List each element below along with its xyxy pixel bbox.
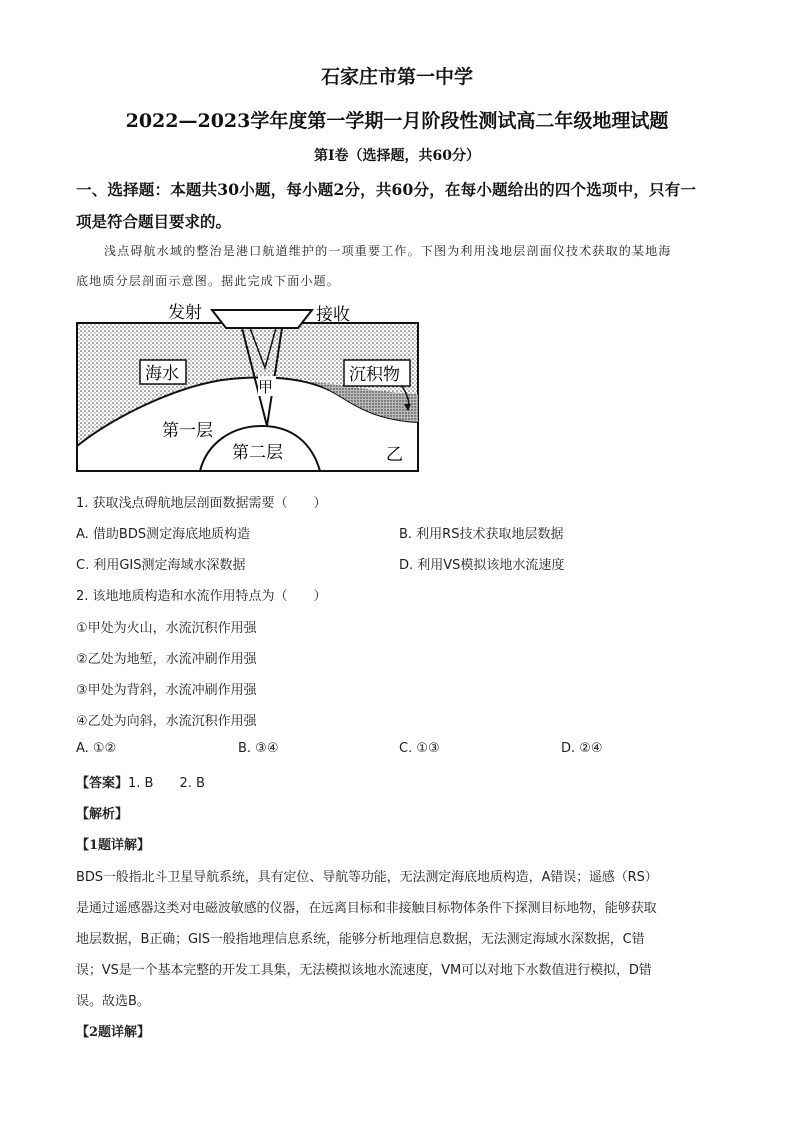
figure-label-sea: 海水 — [145, 364, 179, 384]
figure-label-receive: 接收 — [316, 305, 350, 325]
figure-label-yi: 乙 — [386, 445, 403, 465]
q1-detail-line5: 误。故选B。 — [76, 994, 150, 1009]
school-name: 石家庄市第一中学 — [320, 66, 473, 88]
q2-statement-3: ③甲处为背斜，水流冲刷作用强 — [76, 683, 257, 698]
q1-option-d: D. 利用VS模拟该地水流速度 — [399, 558, 565, 573]
answer-text: 1. B 2. B — [128, 776, 205, 791]
q2-option-a: A. ①② — [76, 741, 117, 756]
section-instruction-line2: 项是符合题目要求的。 — [76, 212, 232, 231]
volume-heading: 第Ⅰ卷（选择题，共60分） — [313, 148, 481, 164]
q1-detail-line4: 误；VS是一个基本完整的开发工具集，无法模拟该地水流速度，VM可以对地下水数值进行模拟，D错 — [76, 963, 652, 978]
analysis-label: 【解析】 — [76, 807, 129, 822]
q2-option-c: C. ①③ — [399, 741, 440, 756]
q1-detail-line1: BDS一般指北斗卫星导航系统，具有定位、导航等功能，无法测定海底地质构造，A错误；遥感（RS） — [76, 870, 658, 885]
figure-label-sediment: 沉积物 — [349, 365, 400, 385]
answer-label: 【答案】 — [76, 776, 129, 791]
q1-detail-line3: 地层数据，B正确；GIS一般指地理信息系统，能够分析地理信息数据，无法测定海域水深数据，C错 — [76, 932, 645, 947]
q1-detail-label: 【1题详解】 — [76, 838, 151, 853]
section-instruction-line1: 一、选择题：本题共30小题，每小题2分，共60分，在每小题给出的四个选项中，只有一 — [76, 180, 697, 199]
q2-statement-1: ①甲处为火山，水流沉积作用强 — [76, 621, 257, 636]
figure-label-layer2: 第二层 — [232, 443, 283, 463]
q1-option-c: C. 利用GIS测定海域水深数据 — [76, 558, 246, 573]
q1-option-b: B. 利用RS技术获取地层数据 — [399, 527, 564, 542]
figure-label-layer1: 第一层 — [162, 421, 213, 441]
answer-line — [76, 772, 205, 791]
sonar-device — [212, 310, 312, 328]
q2-option-b: B. ③④ — [238, 741, 279, 756]
exam-title: 2022—2023学年度第一学期一月阶段性测试高二年级地理试题 — [125, 110, 669, 132]
figure-label-jia: 甲 — [258, 378, 274, 396]
intro-line2: 底地质分层剖面示意图。据此完成下面小题。 — [76, 274, 341, 288]
figure-label-emit: 发射 — [168, 303, 202, 323]
q1-stem: 1. 获取浅点碍航地层剖面数据需要（ ） — [76, 496, 327, 511]
q2-option-d: D. ②④ — [561, 741, 603, 756]
q2-statement-2: ②乙处为地堑，水流冲刷作用强 — [76, 652, 257, 667]
q2-statement-4: ④乙处为向斜，水流沉积作用强 — [76, 714, 257, 729]
q2-stem: 2. 该地地质构造和水流作用特点为（ ） — [76, 589, 327, 604]
q2-detail-label: 【2题详解】 — [76, 1025, 151, 1040]
intro-line1: 浅点碍航水域的整治是港口航道维护的一项重要工作。下图为利用浅地层剖面仪技术获取的某地海 — [104, 244, 672, 258]
q1-detail-line2: 是通过遥感器这类对电磁波敏感的仪器，在远离目标和非接触目标物体条件下探测目标地物，能够获取 — [76, 901, 657, 916]
seabed-profile-figure — [72, 298, 422, 476]
q1-option-a: A. 借助BDS测定海底地质构造 — [76, 527, 251, 542]
